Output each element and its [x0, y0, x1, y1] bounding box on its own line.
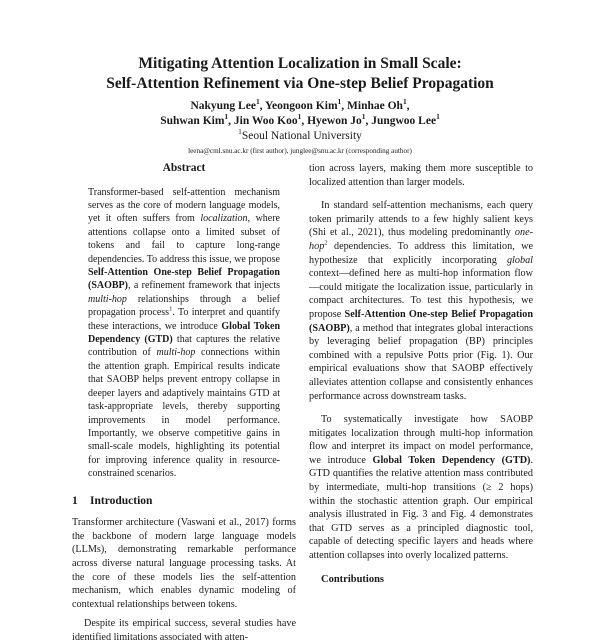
author-affiliation-sup: 1	[402, 97, 407, 107]
abstract-run: , where attentions collapse onto a limited subset of tokens and fail to capture long-range dependencies. To address this issue, we propose	[88, 213, 280, 265]
body-run: dependencies. To address this limitation, we hypothesize that explicitly incorporating	[309, 240, 533, 266]
author-affiliation-sup: 1	[297, 112, 302, 122]
author-affiliation-sup: 1	[337, 97, 342, 107]
section-title: Introduction	[90, 494, 153, 507]
affiliation	[40, 129, 560, 143]
author-separator: ,	[406, 100, 410, 112]
intro-paragraph-2: Despite its empirical success, several studies have identified limitations associated with atten-	[72, 618, 296, 643]
abstract-run: relationships through a belief propagation process	[88, 293, 280, 319]
body-bold-saobp: Self-Attention One-step Belief Propagation (SAOBP)	[309, 308, 533, 334]
body-bold-gtd: Global Token Dependency (GTD)	[372, 454, 531, 466]
abstract-run: Transformer-based self-attention mechanism serves as the core of modern language models, yet it often suffers from	[88, 186, 280, 225]
author-name: Suhwan Kim	[160, 115, 225, 127]
author-affiliation-sup: 1	[436, 112, 440, 122]
right-paragraph-0: tion across layers, making them more susceptible to localized attention than larger models.	[309, 163, 533, 188]
title-block	[40, 54, 560, 156]
right-paragraph-2	[309, 413, 533, 563]
author-name: Jin Woo Koo	[233, 115, 298, 127]
author-name: Jungwoo Lee	[371, 115, 437, 127]
author-separator: ,	[228, 115, 234, 127]
footnote-marker: 2	[324, 239, 328, 247]
footnote-marker: 1	[169, 305, 173, 313]
body-run: To systematically investigate how SAOBP mitigates localization through multi-hop information flow and interpret its impact on model performance, we introduce	[309, 414, 533, 466]
author-name: Hyewon Jo	[307, 115, 362, 127]
abstract-bold-saobp: Self-Attention One-step Belief Propagation (SAOBP)	[88, 267, 280, 292]
authors-line-2	[40, 114, 560, 129]
body-run: In standard self-attention mechanisms, each query token primarily attends to a few highly salient keys (Shi et al., 2021), thus modeling predominantly	[309, 200, 533, 239]
body-run: , a method that integrates global interactions by leveraging belief propagation (BP) principles combined with a repulsive Potts prior (Fig. 1). Our empirical evaluations show that SAOBP effectively alleviates attention collapse and consistently enhances performance across downstream tasks.	[309, 322, 533, 402]
abstract-emphasis: multi-hop	[88, 293, 127, 305]
section-number: 1	[72, 494, 78, 507]
author-emails: leena@cml.snu.ac.kr (first author), junglee@snu.ac.kr (corresponding author)	[188, 147, 412, 155]
body-emphasis: global	[506, 254, 533, 266]
body-run: . GTD quantifies the relative attention mass contributed by intermediate, multi-hop transitions (≥ 2 hops) within the stochastic attention graph. Our empirical analysis illustrated in Fig. 3 and Fig. 4 demonstrates that GTD serves as a principled diagnostic tool, capable of detecting specific layers and heads where attention collapses into overly localized patterns.	[309, 454, 533, 562]
affiliation-sup: 1	[238, 127, 242, 137]
right-paragraph-1	[309, 199, 533, 403]
abstract-emphasis: multi-hop	[156, 347, 196, 359]
title-line-1: Mitigating Attention Localization in Small Scale:	[138, 55, 462, 72]
author-name: Yeongoon Kim	[265, 100, 338, 112]
author-separator: ,	[341, 100, 348, 112]
paper-title	[40, 54, 560, 94]
author-name: Nakyung Lee	[190, 100, 256, 112]
abstract-emphasis: localization	[200, 213, 248, 225]
abstract-run: . To interpret and quantify these interactions, we introduce	[88, 307, 280, 332]
title-line-2: Self-Attention Refinement via One-step Belief Propagation	[106, 75, 494, 92]
left-column	[72, 162, 296, 644]
abstract-run: , a refinement framework that injects	[128, 280, 280, 292]
abstract-heading: Abstract	[162, 162, 206, 174]
author-separator: ,	[301, 115, 308, 127]
author-affiliation-sup: 1	[361, 112, 366, 122]
section-heading-introduction	[72, 495, 296, 509]
author-name: Minhae Oh	[347, 100, 403, 112]
abstract-run: that captures the relative contribution of	[88, 334, 280, 359]
author-separator: ,	[259, 100, 265, 112]
author-affiliation-sup: 1	[255, 97, 260, 107]
abstract-bold-gtd: Global Token Dependency (GTD)	[88, 320, 281, 346]
abstract-run: connections within the attention graph. Empirical results indicate that SAOBP helps prevent entropy collapse in deeper layers and adaptively maintains GTD at task-appropriate levels, thereby supporting improvements in model performance. Importantly, we observe competitive gains in small-scale models, highlighting its potential for improving inference quality in resource-constrained scenarios.	[88, 347, 280, 480]
author-list	[40, 99, 560, 129]
body-emphasis: one-hop	[309, 227, 533, 252]
affiliation-name: Seoul National University	[241, 130, 362, 142]
author-separator: ,	[365, 115, 372, 127]
body-run: context—defined here as multi-hop information flow—could mitigate the localization issue, particularly in compact architectures. To test this hypothesis, we propose	[309, 268, 533, 320]
abstract-text	[88, 186, 280, 481]
intro-paragraph-1: Transformer architecture (Vaswani et al., 2017) forms the backbone of modern large language models (LLMs), demonstrating remarkable performance across diverse natural language processing tasks. At the core of these models lies the self-attention mechanism, which enables dynamic modeling of contextual relationships between tokens.	[72, 517, 296, 610]
author-affiliation-sup: 1	[224, 112, 229, 122]
contributions-heading: Contributions	[321, 573, 385, 585]
right-column	[309, 162, 533, 586]
